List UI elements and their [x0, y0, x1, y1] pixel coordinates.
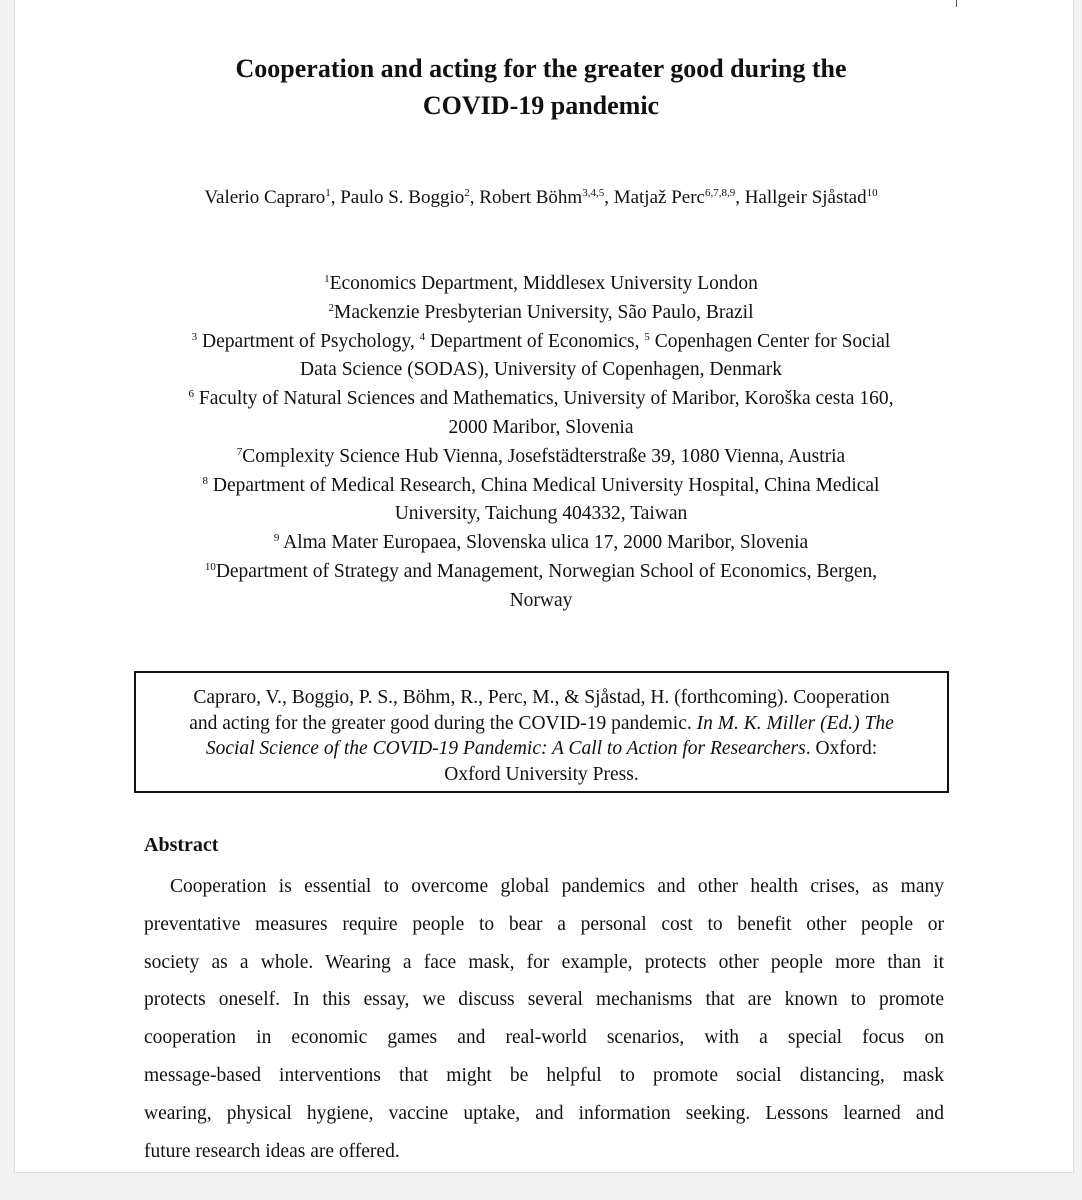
abstract-line: protects oneself. In this essay, we discuss several mechanisms that are known to promote — [144, 989, 944, 1011]
abstract-line: message-based interventions that might be helpful to promote social distancing, mask — [144, 1064, 944, 1086]
author-name: Paulo S. Boggio — [340, 187, 465, 208]
affiliation-7 — [0, 443, 1082, 472]
affiliation-6 — [0, 385, 1082, 414]
abstract-line: Cooperation is essential to overcome global pandemics and other health crises, as many — [170, 876, 944, 897]
title-line: Cooperation and acting for the greater good during the — [235, 54, 847, 83]
citation-box — [134, 671, 949, 793]
abstract-heading: Abstract — [144, 834, 219, 856]
affiliation-text: Alma Mater Europaea, Slovenska ulica 17, 2000 Maribor, Slovenia — [283, 532, 809, 554]
author-separator: , — [735, 187, 745, 208]
affiliation-3-5 — [0, 328, 1082, 357]
affiliation-2 — [0, 299, 1082, 328]
page-edge-marker — [956, 0, 957, 7]
affiliation-text: Department of Medical Research, China Medical University Hospital, China Medical — [212, 474, 880, 496]
citation-line: Oxford University Press. — [444, 763, 639, 785]
affiliation-text: Department of Economics, — [429, 330, 645, 352]
citation-text: and acting for the greater good during the COVID-19 pandemic. — [189, 712, 697, 734]
affiliation-text: Copenhagen Center for Social — [654, 330, 891, 352]
citation-text: . Oxford: — [805, 738, 878, 759]
affiliation-marker: 4 — [419, 330, 426, 343]
affiliation-text: Complexity Science Hub Vienna, Josefstädterstraße 39, 1080 Vienna, Austria — [242, 445, 846, 467]
author-separator: , — [330, 187, 341, 208]
title-line: COVID-19 pandemic — [422, 91, 660, 120]
citation-italic-text: Social Science of the COVID-19 Pandemic: A Call to Action for Researchers — [205, 738, 806, 759]
affiliation-marker: 6 — [188, 388, 195, 401]
affiliation-8 — [0, 472, 1082, 501]
abstract-line: preventative measures require people to bear a personal cost to benefit other people or — [144, 913, 944, 935]
affiliation-marker: 9 — [273, 532, 280, 545]
abstract-line: future research ideas are offered. — [144, 1140, 400, 1162]
author-name: Hallgeir Sjåstad — [744, 187, 867, 208]
affiliation-9 — [0, 529, 1082, 558]
abstract-line: society as a whole. Wearing a face mask, for example, protects other people more than it — [144, 951, 944, 973]
affiliation-3-5-continued: Data Science (SODAS), University of Copenhagen, Denmark — [300, 359, 782, 381]
affiliation-marker: 8 — [202, 474, 208, 487]
citation-line — [136, 711, 947, 737]
affiliation-text: Faculty of Natural Sciences and Mathematics, University of Maribor, Koroška cesta 160, — [198, 388, 894, 410]
affiliation-text: Department of Psychology, — [202, 330, 420, 352]
affiliation-list — [0, 270, 1082, 616]
author-affiliation-marker: 10 — [866, 187, 878, 199]
affiliation-1 — [0, 270, 1082, 299]
affiliation-text: Economics Department, Middlesex University London — [329, 273, 758, 294]
paper-title — [0, 50, 1082, 124]
citation-italic-text: In M. K. Miller (Ed.) The — [696, 712, 894, 734]
abstract-line: wearing, physical hygiene, vaccine uptake, and information seeking. Lessons learned and — [144, 1102, 944, 1124]
author-separator: , — [604, 187, 614, 208]
author-name: Valerio Capraro — [204, 187, 326, 208]
abstract-line: cooperation in economic games and real-world scenarios, with a special focus on — [144, 1027, 944, 1049]
citation-line — [136, 736, 947, 762]
author-affiliation-marker: 2 — [464, 187, 470, 199]
affiliation-6-continued: 2000 Maribor, Slovenia — [448, 416, 634, 438]
author-separator: , — [469, 187, 480, 208]
author-name: Robert Böhm — [479, 187, 583, 208]
affiliation-10 — [0, 558, 1082, 587]
affiliation-8-continued: University, Taichung 404332, Taiwan — [394, 503, 688, 525]
citation-line: Capraro, V., Boggio, P. S., Böhm, R., Perc, M., & Sjåstad, H. (forthcoming). Cooperation — [193, 687, 890, 708]
affiliation-text: Mackenzie Presbyterian University, São Paulo, Brazil — [334, 301, 754, 323]
affiliation-text: Department of Strategy and Management, Norwegian School of Economics, Bergen, — [215, 560, 878, 582]
author-affiliation-marker: 1 — [325, 187, 331, 199]
affiliation-marker: 1 — [324, 273, 330, 285]
affiliation-marker: 10 — [204, 560, 216, 573]
author-affiliation-marker: 3,4,5 — [582, 187, 605, 199]
affiliation-marker: 5 — [644, 330, 650, 343]
author-list — [0, 184, 1082, 212]
affiliation-marker: 7 — [236, 445, 243, 458]
affiliation-marker: 2 — [328, 301, 334, 314]
abstract-body — [144, 868, 944, 1170]
author-affiliation-marker: 6,7,8,9 — [704, 187, 736, 199]
affiliation-marker: 3 — [191, 330, 198, 343]
affiliation-10-continued: Norway — [509, 589, 573, 611]
author-name: Matjaž Perc — [613, 187, 705, 208]
